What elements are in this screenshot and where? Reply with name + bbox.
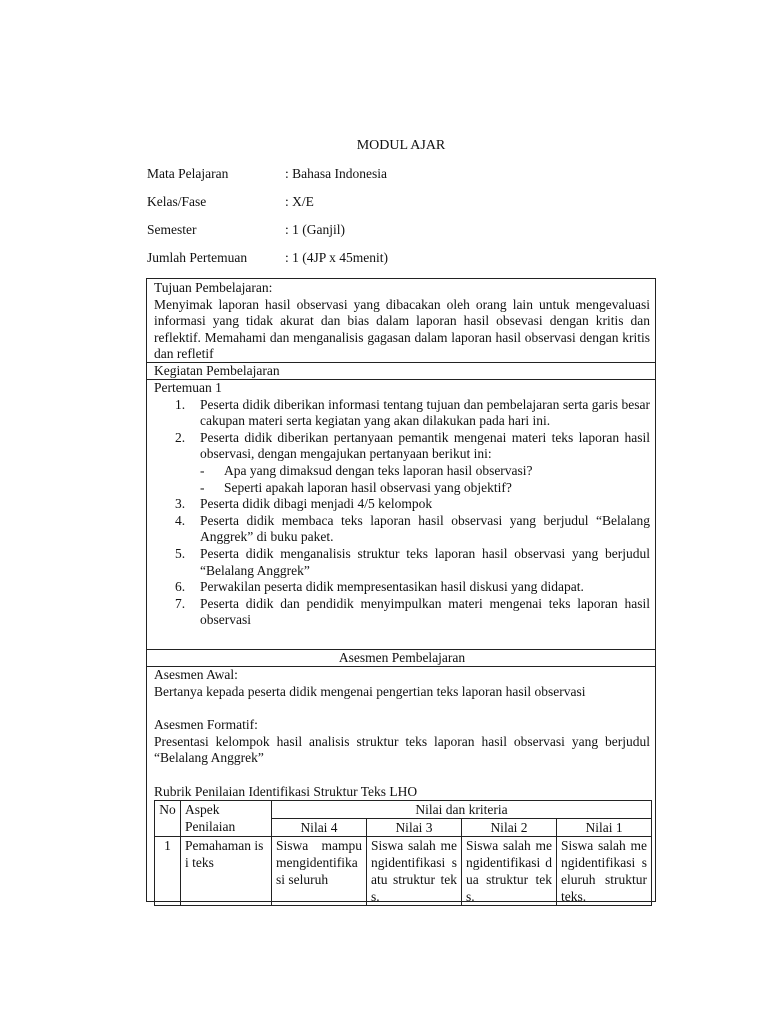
table-row bbox=[155, 837, 652, 906]
question-item bbox=[154, 480, 650, 497]
item-number: 3. bbox=[175, 496, 186, 512]
question-text: Apa yang dimaksud dengan teks laporan hasil observasi? bbox=[224, 462, 533, 478]
meta-label: Mata Pelajaran bbox=[147, 166, 229, 181]
rubric-criteria-header: Nilai dan kriteria bbox=[272, 801, 652, 819]
item-number: 5. bbox=[175, 545, 186, 561]
item-number: 7. bbox=[175, 595, 186, 611]
meeting-label: Pertemuan 1 bbox=[154, 380, 222, 395]
question-item bbox=[154, 463, 650, 480]
score-header: Nilai 4 bbox=[272, 819, 367, 837]
meta-value: : 1 (4JP x 45menit) bbox=[285, 250, 388, 265]
rubric-table bbox=[154, 800, 652, 906]
item-number: 2. bbox=[175, 429, 186, 445]
item-text: Peserta didik menganalisis struktur teks laporan hasil observasi yang berjudul “Belalang Anggrek” bbox=[200, 545, 650, 578]
activities-heading: Kegiatan Pembelajaran bbox=[154, 363, 280, 378]
criteria-cell: Siswa salah mengidentifikasi seluruh struktur teks. bbox=[557, 837, 652, 906]
meta-label: Jumlah Pertemuan bbox=[147, 250, 248, 265]
activity-item bbox=[154, 496, 650, 513]
meta-label: Kelas/Fase bbox=[147, 194, 207, 209]
objective-section bbox=[154, 280, 650, 363]
criteria-cell: Siswa mampu mengidentifikasi seluruh bbox=[272, 837, 367, 906]
criteria-cell: Siswa salah mengidentifikasi dua struktur teks. bbox=[462, 837, 557, 906]
item-number: 4. bbox=[175, 512, 186, 528]
initial-assessment-text: Bertanya kepada peserta didik mengenai pengertian teks laporan hasil observasi bbox=[154, 683, 586, 699]
objective-heading: Tujuan Pembelajaran: bbox=[154, 280, 273, 295]
rubric-no-header: No bbox=[155, 801, 181, 837]
activity-item bbox=[154, 546, 650, 579]
meta-value: : X/E bbox=[285, 194, 314, 209]
row-number: 1 bbox=[155, 837, 181, 906]
activity-item bbox=[154, 430, 650, 463]
activity-list bbox=[154, 397, 650, 629]
score-header: Nilai 3 bbox=[367, 819, 462, 837]
objective-text: Menyimak laporan hasil observasi yang dibacakan oleh orang lain untuk mengevaluasi informasi yang tidak akurat dan bias dalam laporan hasil obsevasi dengan kritis dan reflektif. Memahami dan menganalisis gagasan dalam laporan hasil observasi dengan kritis dan refletif bbox=[154, 296, 650, 362]
rubric-aspect-header: Aspek Penilaian bbox=[181, 801, 272, 837]
activity-item bbox=[154, 596, 650, 629]
dash-bullet: - bbox=[200, 479, 205, 495]
score-header: Nilai 1 bbox=[557, 819, 652, 837]
document-title: MODUL AJAR bbox=[356, 138, 446, 153]
dash-bullet: - bbox=[200, 462, 205, 478]
meta-label: Semester bbox=[147, 222, 197, 237]
item-text: Peserta didik diberikan pertanyaan pemantik mengenai materi teks laporan hasil observasi, dengan mengajukan pertanyaan berikut ini: bbox=[200, 429, 650, 462]
row-aspect: Pemahaman isi teks bbox=[181, 837, 272, 906]
activity-item bbox=[154, 513, 650, 546]
assessment-section bbox=[154, 667, 650, 801]
item-text: Peserta didik dan pendidik menyimpulkan materi mengenai teks laporan hasil observasi bbox=[200, 595, 650, 628]
criteria-cell: Siswa salah mengidentifikasi satu struktur teks. bbox=[367, 837, 462, 906]
activity-item bbox=[154, 579, 650, 596]
item-text: Peserta didik diberikan informasi tentang tujuan dan pembelajaran serta garis besar cakupan materi serta kegiatan yang akan dilakukan pada hari ini. bbox=[200, 396, 650, 429]
item-text: Perwakilan peserta didik mempresentasikan hasil diskusi yang didapat. bbox=[200, 579, 584, 595]
initial-assessment-label: Asesmen Awal: bbox=[154, 667, 238, 682]
item-text: Peserta didik dibagi menjadi 4/5 kelompok bbox=[200, 496, 433, 512]
item-number: 6. bbox=[175, 579, 186, 595]
formative-assessment-label: Asesmen Formatif: bbox=[154, 717, 258, 733]
meta-value: : 1 (Ganjil) bbox=[285, 222, 345, 237]
activities-section bbox=[154, 380, 650, 629]
score-header: Nilai 2 bbox=[462, 819, 557, 837]
question-text: Seperti apakah laporan hasil observasi yang objektif? bbox=[224, 479, 512, 495]
item-text: Peserta didik membaca teks laporan hasil observasi yang berjudul “Belalang Anggrek” di buku paket. bbox=[200, 512, 650, 545]
rubric-header-row bbox=[155, 801, 652, 819]
rubric-title: Rubrik Penilaian Identifikasi Struktur Teks LHO bbox=[154, 783, 418, 799]
module-table bbox=[146, 278, 656, 902]
assessment-heading: Asesmen Pembelajaran bbox=[338, 650, 466, 665]
meta-value: : Bahasa Indonesia bbox=[285, 166, 387, 181]
activity-item bbox=[154, 397, 650, 430]
formative-assessment-text: Presentasi kelompok hasil analisis struktur teks laporan hasil observasi yang berjudul “Belalang Anggrek” bbox=[154, 733, 650, 766]
item-number: 1. bbox=[175, 396, 186, 412]
